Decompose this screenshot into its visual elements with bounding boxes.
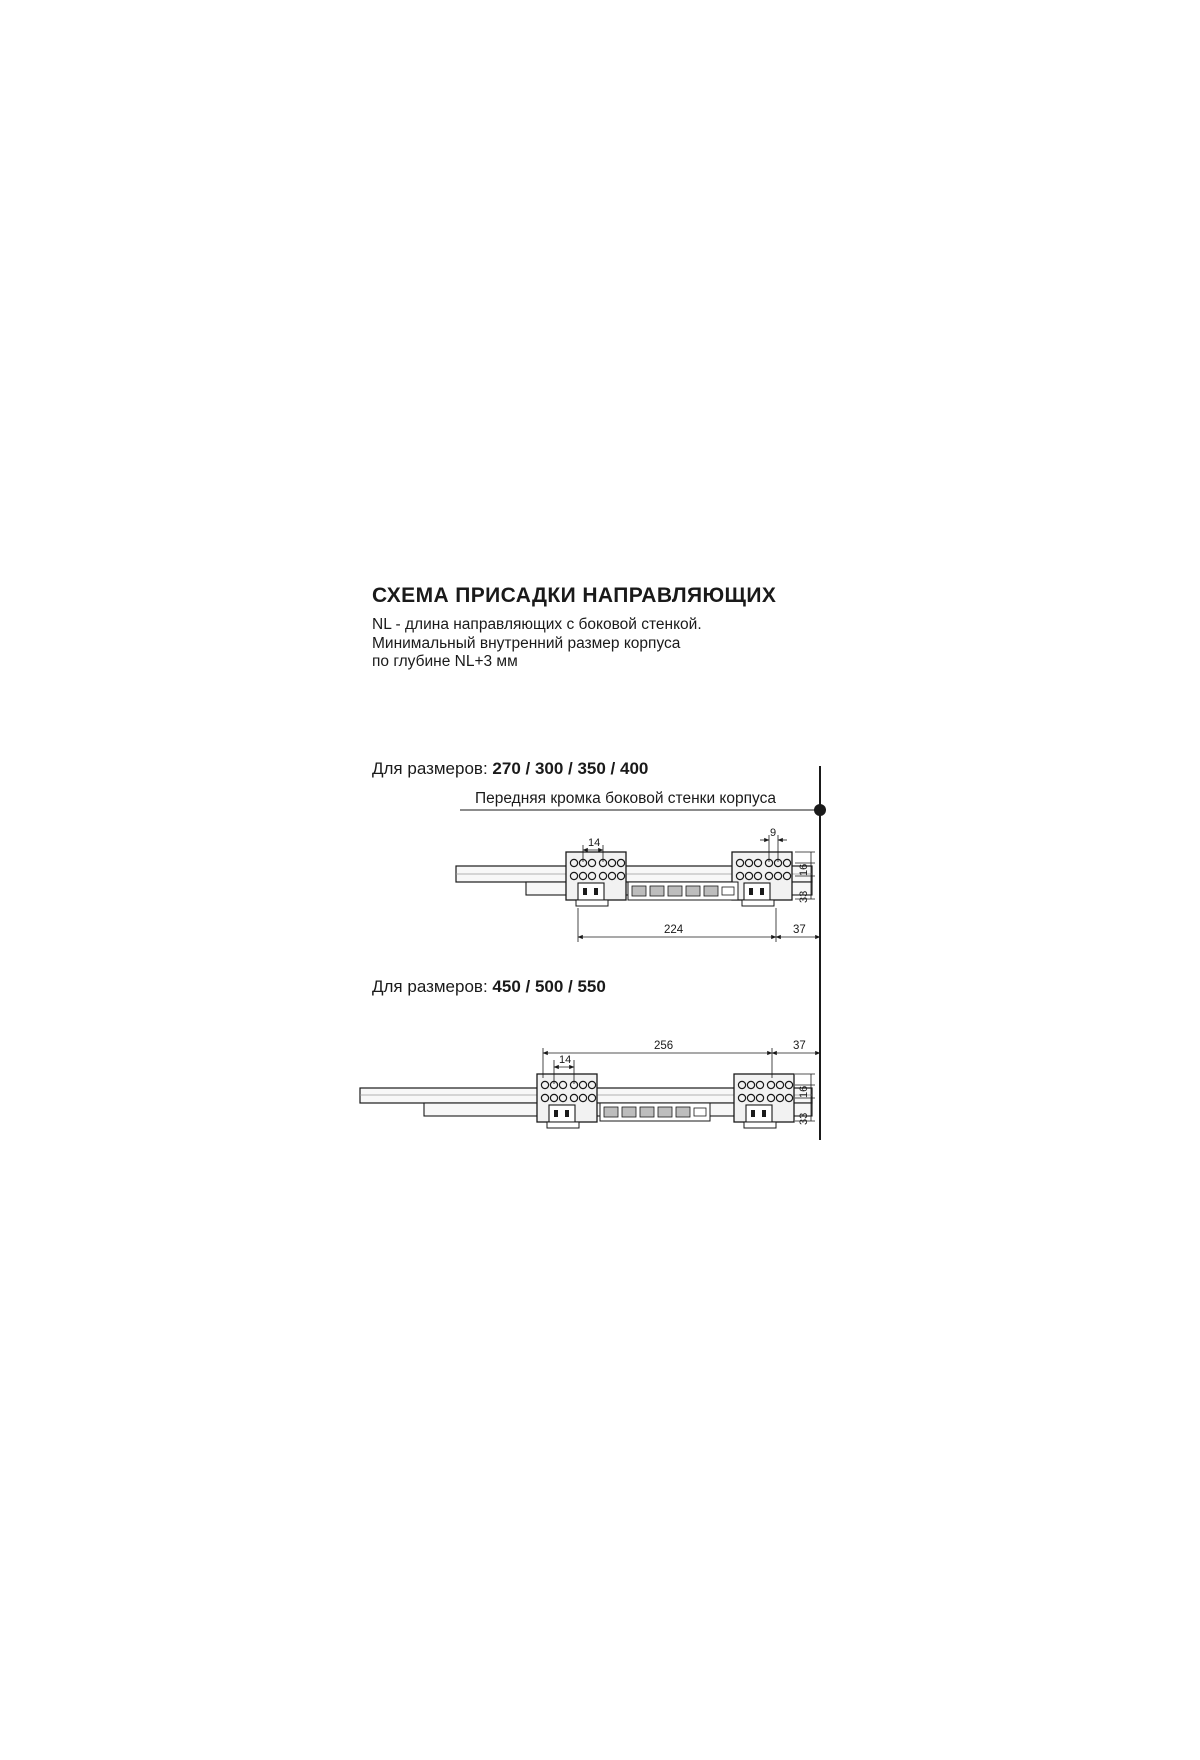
dim-block-distance: 256: [654, 1040, 674, 1052]
section-prefix: Для размеров:: [372, 977, 493, 996]
dim-edge-distance: 37: [793, 1040, 806, 1052]
page-title: СХЕМА ПРИСАДКИ НАПРАВЛЯЮЩИХ: [372, 584, 777, 607]
dim-hole-spacing-right: 9: [770, 827, 777, 839]
dim-top-offset: 16: [798, 863, 810, 876]
mounting-block-rear: [537, 1074, 597, 1128]
mounting-block-front: [732, 852, 792, 906]
diagram-large-sizes: [360, 1040, 820, 1128]
mounting-block-front: [734, 1074, 794, 1128]
description-line: Минимальный внутренний размер корпуса: [372, 634, 681, 652]
dim-hole-spacing: 14: [588, 837, 601, 849]
mounting-block-rear: [566, 852, 626, 906]
section-sizes: 270 / 300 / 350 / 400: [492, 759, 649, 778]
dim-lower-offset: 33: [798, 1112, 810, 1125]
description-line: NL - длина направляющих с боковой стенкой.: [372, 616, 702, 633]
dim-top-offset: 16: [798, 1085, 810, 1098]
section-sizes: 450 / 500 / 550: [492, 977, 606, 996]
slide-mechanism: [628, 882, 738, 900]
description-line: по глубине NL+3 мм: [372, 653, 518, 670]
front-edge-label: Передняя кромка боковой стенки корпуса: [475, 790, 776, 807]
section-prefix: Для размеров:: [372, 759, 493, 778]
diagram-small-sizes: [456, 827, 820, 942]
slide-mechanism: [600, 1103, 710, 1121]
dim-edge-distance: 37: [793, 924, 806, 936]
dim-block-distance: 224: [664, 924, 684, 936]
dim-lower-offset: 33: [798, 890, 810, 903]
dim-hole-spacing: 14: [559, 1054, 572, 1066]
